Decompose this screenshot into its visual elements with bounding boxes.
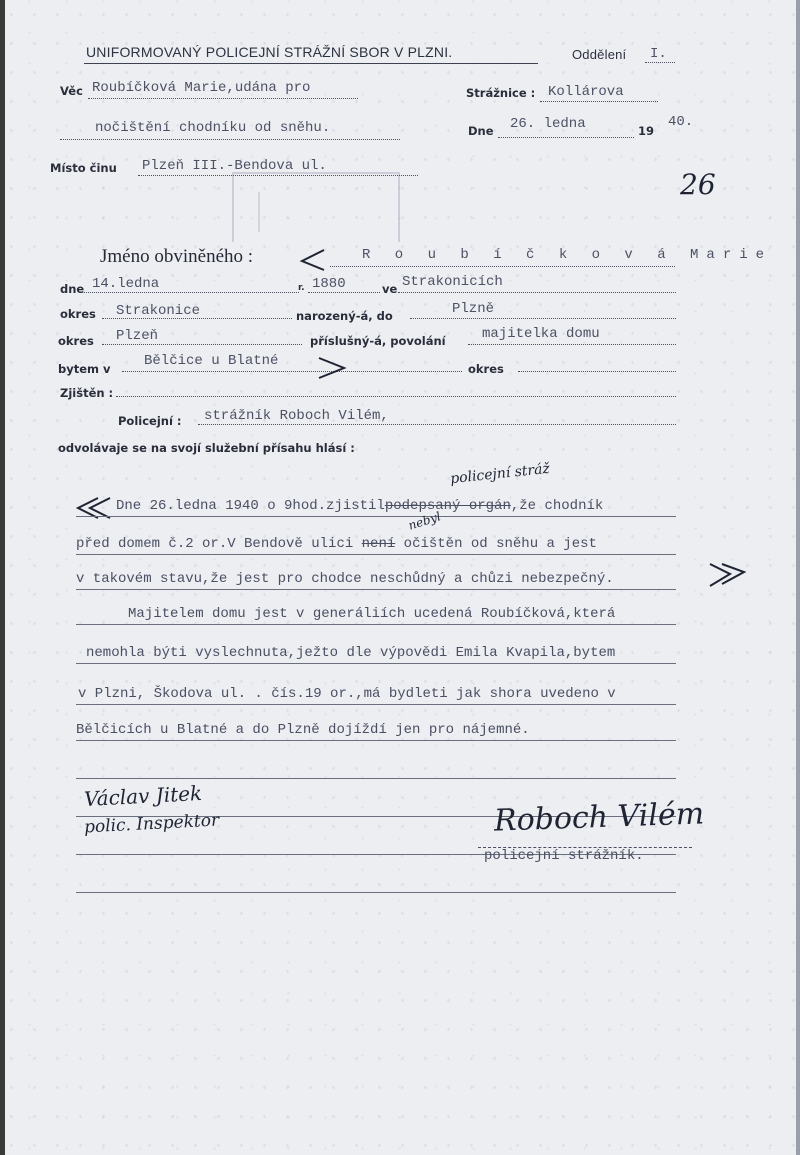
header-underline: [84, 63, 538, 64]
ve-label: ve: [382, 282, 398, 296]
povolani-dots: [468, 344, 676, 345]
narozeny-label: narozený-á, do: [296, 309, 393, 323]
report-line-2-struck: není: [361, 536, 396, 552]
dne-label: dne: [60, 282, 85, 296]
oddeleni-dots: [645, 62, 675, 63]
report-line-1: [116, 498, 603, 514]
birth-day-dots: [84, 292, 299, 293]
report-rule-1: [76, 516, 676, 517]
date-dots: [498, 137, 634, 138]
oddeleni-label: Oddělení: [572, 47, 627, 62]
misto-label: Místo činu: [50, 161, 117, 175]
report-line-2b: očištěn od sněhu a jest: [395, 536, 597, 552]
oath-text: odvolávaje se na svojí služební přísahu hlásí :: [58, 441, 355, 455]
date-value: 26. ledna: [510, 116, 586, 132]
okres2-dots: [102, 344, 302, 345]
accused-name: R o u b í č k o v á Marie: [362, 247, 773, 263]
oddeleni-value: I.: [650, 46, 667, 62]
okres2-label: okres: [58, 334, 94, 348]
narozeny-dots: [410, 318, 676, 319]
prislusny-label: příslušný-á, povolání: [310, 334, 446, 348]
report-rule-3: [76, 589, 676, 590]
report-line-3: v takovém stavu,že jest pro chodce neschůdný a chůzi nebezpečný.: [76, 571, 614, 587]
report-line-6: v Plzni, Škodova ul. . čís.19 or.,má bydleti jak shora uvedeno v: [78, 686, 616, 702]
okres1-value: Strakonice: [116, 303, 201, 319]
birth-year: 1880: [312, 276, 346, 292]
report-rule-11: [76, 892, 676, 893]
date-year: 40.: [668, 114, 694, 130]
report-line-5: nemohla býti vyslechnuta,ježto dle výpovědi Emila Kvapila,bytem: [86, 645, 616, 661]
bytem-label: bytem v: [58, 362, 111, 376]
report-line-1b: ,že chodník: [510, 498, 604, 514]
birth-place-dots: [398, 292, 676, 293]
report-rule-6: [76, 704, 676, 705]
date-label: Dne: [468, 124, 494, 138]
accused-label: Jméno obviněného :: [100, 246, 254, 267]
bracket-open-mark: [298, 248, 328, 272]
birth-year-dots: [308, 292, 380, 293]
okres2-value: Plzeň: [116, 328, 159, 344]
birth-place: Strakonicích: [402, 274, 503, 290]
vec-dots-2: [60, 139, 400, 140]
report-rule-2: [76, 554, 676, 555]
officer-dots: [198, 424, 676, 425]
report-rule-7: [76, 740, 676, 741]
left-signature-name: Václav Jitek: [83, 780, 203, 812]
okres3-dots: [518, 371, 676, 372]
straznice-dots: [540, 101, 658, 102]
bytem-dots: [122, 371, 462, 372]
officer-value: strážník Roboch Vilém,: [204, 408, 389, 424]
institution-header: UNIFORMOVANÝ POLICEJNÍ STRÁŽNÍ SBOR V PLZNI.: [86, 44, 453, 60]
faded-stamp-bar: [258, 192, 260, 232]
vec-line2: nočištění chodníku od sněhu.: [95, 120, 331, 136]
misto-value: Plzeň III.-Bendova ul.: [142, 158, 327, 174]
report-line-1-struck: podepsaný orgán: [384, 498, 511, 514]
okres3-label: okres: [468, 362, 504, 376]
birth-day: 14.ledna: [92, 276, 160, 292]
r-label: r.: [298, 283, 305, 293]
report-line-2: [76, 536, 597, 552]
insert-policejni-straz: policejní stráž: [449, 460, 551, 488]
bytem-value: Bělčice u Blatné: [144, 353, 279, 369]
straznice-value: Kollárova: [548, 84, 624, 100]
page-number: 26: [680, 168, 716, 201]
report-line-4: Majitelem domu jest v generáliích ucedená Roubíčková,která: [128, 606, 616, 622]
right-signature-title: policejní strážník.: [484, 848, 644, 864]
zjisten-label: Zjištěn :: [60, 386, 114, 400]
report-rule-4: [76, 624, 676, 625]
narozeny-value: Plzně: [452, 301, 495, 317]
report-rule-5: [76, 663, 676, 664]
okres1-dots: [102, 318, 292, 319]
quote-open-mark: [70, 494, 114, 522]
bracket-close-mark: [316, 356, 348, 380]
right-signature: Roboch Vilém: [493, 796, 705, 839]
vec-label: Věc: [60, 84, 83, 98]
insert-nebyl: nebyl: [406, 509, 443, 533]
report-line-7: Bělčicích u Blatné a do Plzně dojíždí jen pro nájemné.: [76, 722, 530, 738]
scan-edge-right: [796, 0, 800, 1155]
misto-dots: [138, 175, 418, 176]
report-line-2a: před domem č.2 or.V Bendově ulici: [76, 536, 354, 552]
left-signature-title: polic. Inspektor: [83, 810, 220, 838]
quote-close-mark: [706, 560, 750, 590]
straznice-label: Strážnice :: [466, 86, 536, 100]
report-rule-8: [76, 778, 676, 779]
scan-edge-left: [0, 0, 5, 1155]
officer-label: Policejní :: [118, 414, 182, 428]
okres1-label: okres: [60, 307, 96, 321]
vec-line1: Roubíčková Marie,udána pro: [92, 80, 311, 96]
date-century: 19: [638, 124, 655, 138]
accused-name-dots: [330, 266, 675, 267]
povolani-value: majitelka domu: [482, 326, 600, 342]
vec-dots-1: [88, 98, 358, 99]
zjisten-dots: [116, 396, 676, 397]
report-line-1a: Dne 26.ledna 1940 o 9hod.zjistil: [116, 498, 385, 514]
